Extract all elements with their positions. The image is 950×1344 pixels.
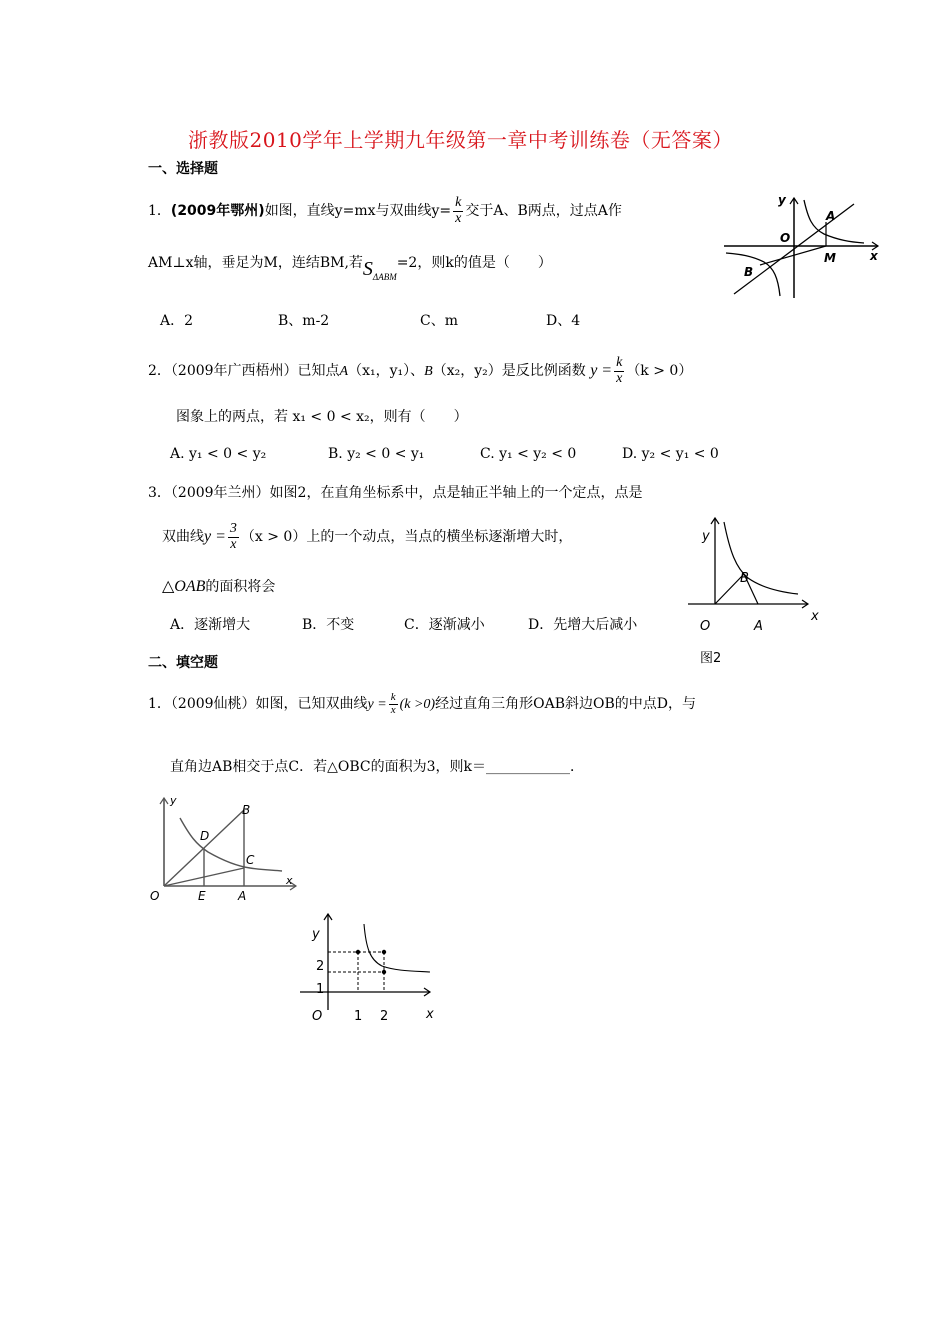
fig4-point-c [382,970,386,974]
q2-option-b[interactable]: B. y₂ < 0 < y₁ [328,446,425,462]
q1-line2: AM⊥x轴，垂足为M，连结BM,若$S_{\Delta ABM}=2$，则k的值是（ ） [148,255,552,282]
fig4-tick-y2: 2 [316,959,325,974]
q1-bm-line [760,246,826,265]
q1-fig-label-b: B [744,265,754,279]
q2-option-d[interactable]: D. y₂ < y₁ < 0 [622,446,719,462]
q2-option-a[interactable]: A. y₁ < 0 < y₂ [170,446,267,462]
fig4-label-o: O [312,1009,323,1024]
page-title: 浙教版2010学年上学期九年级第一章中考训练卷（无答案） [188,128,733,152]
fig4-tick-x1: 1 [354,1009,363,1024]
f1-line2: 直角边AB相交于点C．若△OBC的面积为3，则k＝____________． [170,759,585,775]
q1-option-c[interactable]: C、m [420,313,458,329]
fig4-tick-y1: 1 [316,982,325,997]
q3-option-c[interactable]: C．逐渐减小 [404,617,485,633]
f1-fig-label-b: B [242,803,251,817]
f1-hyperbola [180,818,282,871]
f1-fig-label-a: A [238,889,247,903]
q2-line2: 图象上的两点，若 x₁ < 0 < x₂，则有（ ） [176,409,468,425]
q1-option-b[interactable]: B、m-2 [278,313,330,329]
q3-fig-label-a: A [754,619,763,634]
q2-fraction: $\frac{k}{x}$ [616,355,623,386]
fig4-hyperbola [364,924,430,972]
q1-source: (2009年鄂州) [170,203,265,220]
section-heading-fill: 二、填空题 [148,655,218,671]
fig4-label-x: x [426,1007,434,1022]
q3-fig-label-y: y [702,529,710,544]
f1-fig-label-d: D [200,829,210,843]
q1-option-a[interactable]: A．2 [160,313,194,329]
q1-fig-label-m: M [824,251,836,265]
q2-option-c[interactable]: C. y₁ < y₂ < 0 [480,446,577,462]
f1-fig-label-o: O [150,889,160,903]
q3-fig-label-o: O [700,619,711,634]
q3-fig-label-x: x [811,609,819,624]
q3-fig-caption: 图2 [700,651,722,666]
q3-line2: 双曲线y = $\frac{3}{x}$ （x > 0）上的一个动点，当点的横坐标逐渐增大时， [162,521,573,552]
q3-option-a[interactable]: A．逐渐增大 [170,617,251,633]
fig4-point-b [382,950,386,954]
q1-fig-label-a: A [826,209,836,223]
q3-line1: 3．（2009年兰州）如图2，在直角坐标系中，点是轴正半轴上的一个定点，点是 [148,485,643,501]
q1-line1 [148,196,622,226]
q1-figure [720,190,890,302]
f1-figure [146,794,306,906]
q1-area-symbol: $S_{\Delta ABM}$ [362,258,397,282]
q3-line3: △OAB的面积将会 [162,578,276,595]
fig4-tick-x2: 2 [380,1009,389,1024]
f1-fig-label-c: C [246,853,255,867]
q1-fig-label-o: O [780,231,791,245]
f1-fig-label-y: y [170,794,177,807]
fig4-point-a [356,950,360,954]
q1-fraction: $\frac{k}{x}$ [455,195,462,226]
q3-fraction: $\frac{3}{x}$ [229,521,237,552]
fig4-label-y: y [312,927,320,942]
f1-fraction: $\frac{k}{x}$ [390,691,396,716]
f1-fig-label-x: x [286,874,293,887]
q3-option-b[interactable]: B．不变 [302,617,355,633]
q1-text-a: 如图，直线y=mx与双曲线y= [264,203,452,220]
q2-line1: 2．（2009年广西梧州）已知点A（x₁，y₁）、B（x₂，y₂）是反比例函数 y = $\frac{k}{x}$ （k > 0） [148,355,693,386]
q1-number: 1． [148,203,171,220]
q1-fig-label-x: x [870,249,878,263]
f1-line1: 1．（2009仙桃）如图，已知双曲线y = $\frac{k}{x}$ (k >0)经过直角三角形OAB斜边OB的中点D，与 [148,691,696,716]
fig4-figure [298,908,448,1028]
section-heading-choice: 一、选择题 [148,161,218,177]
q1-text-b: 交于A、B两点，过点A作 [465,203,622,220]
q3-option-d[interactable]: D．先增大后减小 [528,617,638,633]
q3-fig-label-b: B [740,571,749,586]
q1-option-d[interactable]: D、4 [546,313,581,329]
q3-figure [684,512,834,672]
q1-fig-label-y: y [778,193,786,207]
f1-fig-label-e: E [198,889,206,903]
